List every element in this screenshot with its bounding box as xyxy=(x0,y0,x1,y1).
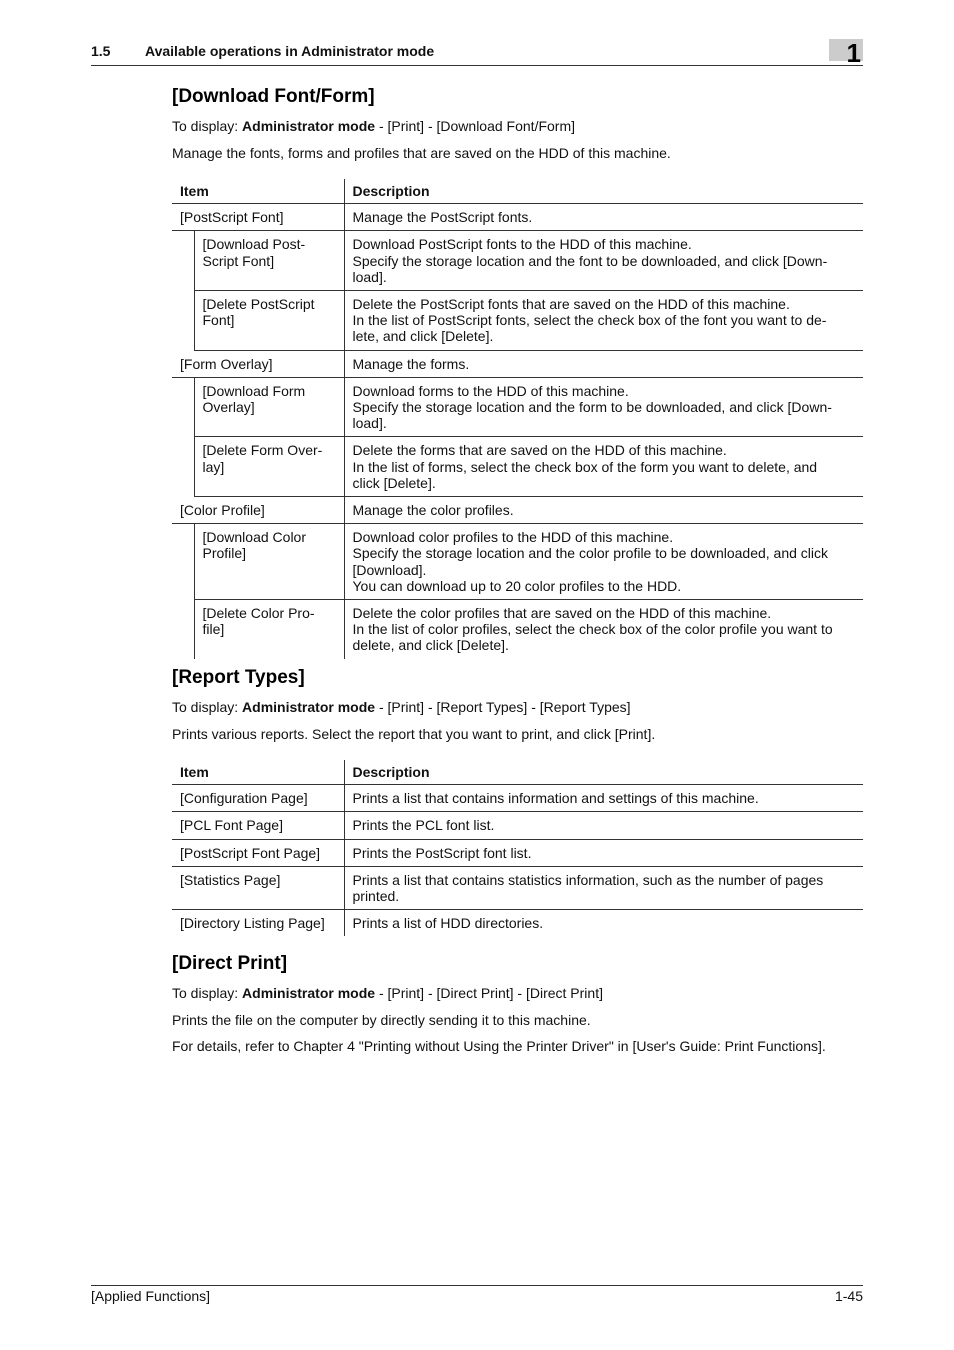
direct-print-heading: [Direct Print] xyxy=(172,953,288,974)
table-header-item: Item xyxy=(172,179,344,204)
item-cell: [Color Profile] xyxy=(172,497,344,524)
report-types-table xyxy=(172,760,863,936)
report-types-heading: [Report Types] xyxy=(172,667,305,688)
indent-spacer xyxy=(172,377,194,437)
table-row xyxy=(172,812,863,839)
description-cell: Download color profiles to the HDD of this machine. Specify the storage location and the color profile to be downloaded, and click [Download]. You can download up to 20 color profiles to the HDD. xyxy=(344,524,863,600)
table-row xyxy=(172,600,863,659)
direct-print-para2: For details, refer to Chapter 4 "Printing without Using the Printer Driver" in [User's Guide: Print Functions]. xyxy=(172,1038,826,1054)
download-font-form-heading: [Download Font/Form] xyxy=(172,86,375,107)
table-row xyxy=(172,524,863,600)
table-row xyxy=(172,839,863,866)
table-row xyxy=(172,785,863,812)
page-footer xyxy=(91,1285,863,1304)
table-header-description: Description xyxy=(344,179,863,204)
table-row xyxy=(172,291,863,351)
indent-spacer xyxy=(172,524,194,600)
description-cell: Delete the color profiles that are saved on the HDD of this machine. In the list of color profiles, select the check box of the color profile you want to delete, and click [Delete]. xyxy=(352,605,833,654)
description-cell: Delete the PostScript fonts that are saved on the HDD of this machine. In the list of PostScript fonts, select the check box of the font you want to de- lete, and click [Delete]. xyxy=(344,291,863,351)
table-row xyxy=(172,437,863,497)
report-types-intro: Prints various reports. Select the report that you want to print, and click [Print]. xyxy=(172,726,656,742)
chapter-number: 1 xyxy=(846,38,861,68)
direct-print-para1: Prints the file on the computer by directly sending it to this machine. xyxy=(172,1012,591,1028)
sub-item-cell: [Delete Color Pro- file] xyxy=(194,600,344,659)
item-cell: [PostScript Font] xyxy=(172,204,344,231)
table-row xyxy=(172,350,863,377)
chapter-tab xyxy=(829,38,863,68)
sub-item-cell: [Download Color Profile] xyxy=(194,524,344,600)
report-types-display-path: To display: Administrator mode - [Print] - [Report Types] - [Report Types] xyxy=(172,699,631,715)
table-header-description: Description xyxy=(344,760,863,785)
item-cell: [Directory Listing Page] xyxy=(172,910,344,937)
table-row xyxy=(172,866,863,909)
sub-item-cell: [Delete PostScript Font] xyxy=(194,291,344,351)
table-row xyxy=(172,377,863,437)
description-cell: Prints the PCL font list. xyxy=(344,812,863,839)
table-header-item: Item xyxy=(172,760,344,785)
footer-page-number: 1-45 xyxy=(834,1288,863,1304)
description-cell: Prints the PostScript font list. xyxy=(344,839,863,866)
indent-spacer xyxy=(172,600,194,659)
sub-item-cell: [Delete Form Over- lay] xyxy=(194,437,344,497)
description-cell: Prints a list that contains statistics information, such as the number of pages printed. xyxy=(344,866,863,909)
description-cell: Prints a list of HDD directories. xyxy=(352,915,544,932)
item-cell: [PCL Font Page] xyxy=(172,812,344,839)
section-title: Available operations in Administrator mode xyxy=(145,43,435,59)
description-cell: Manage the PostScript fonts. xyxy=(344,204,863,231)
description-cell: Manage the forms. xyxy=(344,350,863,377)
item-cell: [Configuration Page] xyxy=(172,785,344,812)
item-cell: [Statistics Page] xyxy=(172,866,344,909)
indent-spacer xyxy=(172,231,194,291)
table-row xyxy=(172,231,863,291)
table-row xyxy=(172,497,863,524)
footer-manual-title: [Applied Functions] xyxy=(91,1288,211,1304)
description-cell: Download PostScript fonts to the HDD of this machine. Specify the storage location and the font to be downloaded, and click [Down- load]. xyxy=(344,231,863,291)
download-font-form-table xyxy=(172,179,863,659)
table-row xyxy=(172,204,863,231)
indent-spacer xyxy=(172,291,194,351)
description-cell: Prints a list that contains information and settings of this machine. xyxy=(344,785,863,812)
sub-item-cell: [Download Form Overlay] xyxy=(194,377,344,437)
description-cell: Download forms to the HDD of this machine. Specify the storage location and the form to be downloaded, and click [Down- load]. xyxy=(344,377,863,437)
sub-item-cell: [Download Post- Script Font] xyxy=(194,231,344,291)
download-font-form-display-path: To display: Administrator mode - [Print] - [Download Font/Form] xyxy=(172,118,576,134)
table-row xyxy=(172,910,863,937)
section-number: 1.5 xyxy=(91,43,111,59)
page-header xyxy=(91,40,863,66)
direct-print-display-path: To display: Administrator mode - [Print] - [Direct Print] - [Direct Print] xyxy=(172,985,603,1001)
description-cell: Manage the color profiles. xyxy=(344,497,863,524)
item-cell: [PostScript Font Page] xyxy=(172,839,344,866)
item-cell: [Form Overlay] xyxy=(172,350,344,377)
description-cell: Delete the forms that are saved on the HDD of this machine. In the list of forms, select the check box of the form you want to delete, and click [Delete]. xyxy=(344,437,863,497)
indent-spacer xyxy=(172,437,194,497)
download-font-form-intro: Manage the fonts, forms and profiles that are saved on the HDD of this machine. xyxy=(172,145,671,161)
